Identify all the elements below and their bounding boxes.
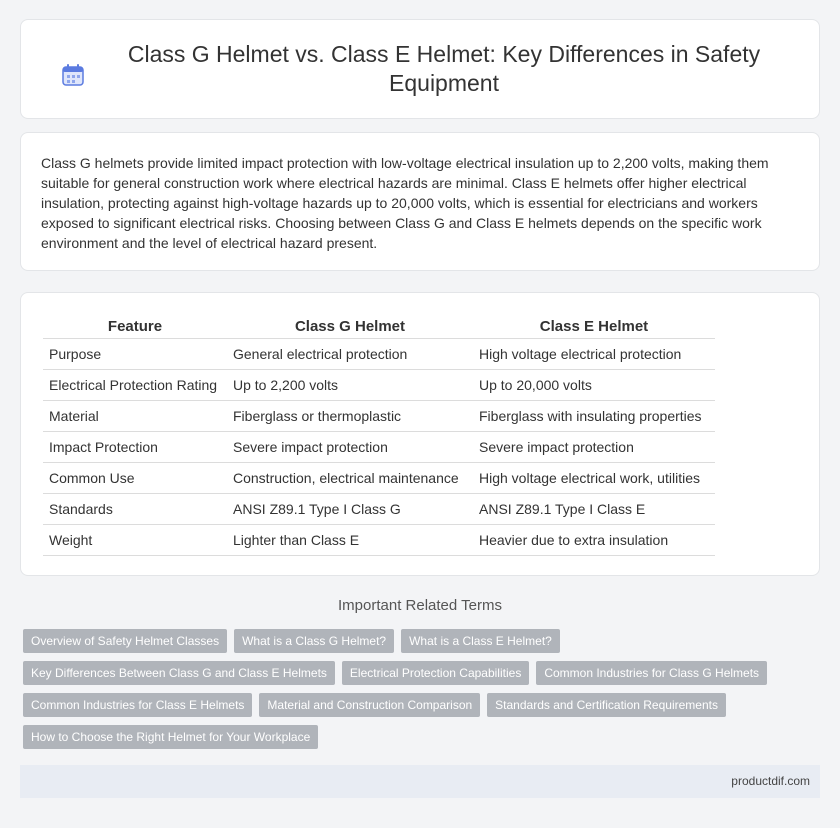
calendar-icon — [60, 62, 86, 88]
table-row — [43, 370, 715, 401]
related-term-link[interactable]: Common Industries for Class E Helmets — [23, 693, 252, 717]
table-row — [43, 339, 715, 370]
table-cell: Impact Protection — [43, 432, 227, 463]
table-cell: ANSI Z89.1 Type I Class G — [227, 494, 473, 525]
table-cell: Lighter than Class E — [227, 525, 473, 556]
table-row — [43, 432, 715, 463]
table-cell: Construction, electrical maintenance — [227, 463, 473, 494]
table-cell: Fiberglass or thermoplastic — [227, 401, 473, 432]
table-cell: Up to 2,200 volts — [227, 370, 473, 401]
table-cell: Heavier due to extra insulation — [473, 525, 715, 556]
related-term-link[interactable]: What is a Class E Helmet? — [401, 629, 560, 653]
footer — [20, 765, 820, 798]
table-cell: Electrical Protection Rating — [43, 370, 227, 401]
table-cell: Standards — [43, 494, 227, 525]
title-wrap — [60, 40, 780, 98]
header-card — [20, 19, 820, 119]
related-terms-list — [23, 629, 813, 757]
table-cell: Fiberglass with insulating properties — [473, 401, 715, 432]
footer-site-name: productdif.com — [731, 774, 810, 788]
related-term-link[interactable]: Material and Construction Comparison — [259, 693, 480, 717]
table-cell: Severe impact protection — [227, 432, 473, 463]
intro-card — [20, 132, 820, 271]
table-cell: ANSI Z89.1 Type I Class E — [473, 494, 715, 525]
comparison-table — [43, 318, 715, 556]
table-cell: Purpose — [43, 339, 227, 370]
related-term-link[interactable]: How to Choose the Right Helmet for Your Workplace — [23, 725, 318, 749]
table-cell: High voltage electrical protection — [473, 339, 715, 370]
table-cell: High voltage electrical work, utilities — [473, 463, 715, 494]
table-cell: Material — [43, 401, 227, 432]
related-terms-title: Important Related Terms — [338, 597, 502, 614]
related-term-link[interactable]: Key Differences Between Class G and Class E Helmets — [23, 661, 335, 685]
table-row — [43, 401, 715, 432]
related-term-link[interactable]: Standards and Certification Requirements — [487, 693, 726, 717]
table-row — [43, 525, 715, 556]
table-cell: Up to 20,000 volts — [473, 370, 715, 401]
comparison-table-card — [20, 292, 820, 576]
table-header-feature: Feature — [43, 318, 227, 339]
related-term-link[interactable]: Electrical Protection Capabilities — [342, 661, 529, 685]
related-term-link[interactable]: Common Industries for Class G Helmets — [536, 661, 767, 685]
table-header-row — [43, 318, 715, 339]
related-term-link[interactable]: What is a Class G Helmet? — [234, 629, 394, 653]
table-cell: General electrical protection — [227, 339, 473, 370]
table-cell: Severe impact protection — [473, 432, 715, 463]
related-term-link[interactable]: Overview of Safety Helmet Classes — [23, 629, 227, 653]
table-header-class-e: Class E Helmet — [473, 318, 715, 339]
table-cell: Common Use — [43, 463, 227, 494]
page-title: Class G Helmet vs. Class E Helmet: Key Differences in Safety Equipment — [127, 41, 761, 96]
table-row — [43, 463, 715, 494]
table-cell: Weight — [43, 525, 227, 556]
table-row — [43, 494, 715, 525]
intro-text: Class G helmets provide limited impact protection with low-voltage electrical insulation up to 2,200 volts, making them suitable for general construction work where electrical hazards are minimal. Class E helmets offer higher electrical insulation, protecting against high-voltage hazards up to 20,000 volts, which is essential for electricians and workers exposed to significant electrical risks. Choosing between Class G and Class E helmets depends on the specific work environment and the level of electrical hazard present. — [41, 155, 769, 251]
table-header-class-g: Class G Helmet — [227, 318, 473, 339]
